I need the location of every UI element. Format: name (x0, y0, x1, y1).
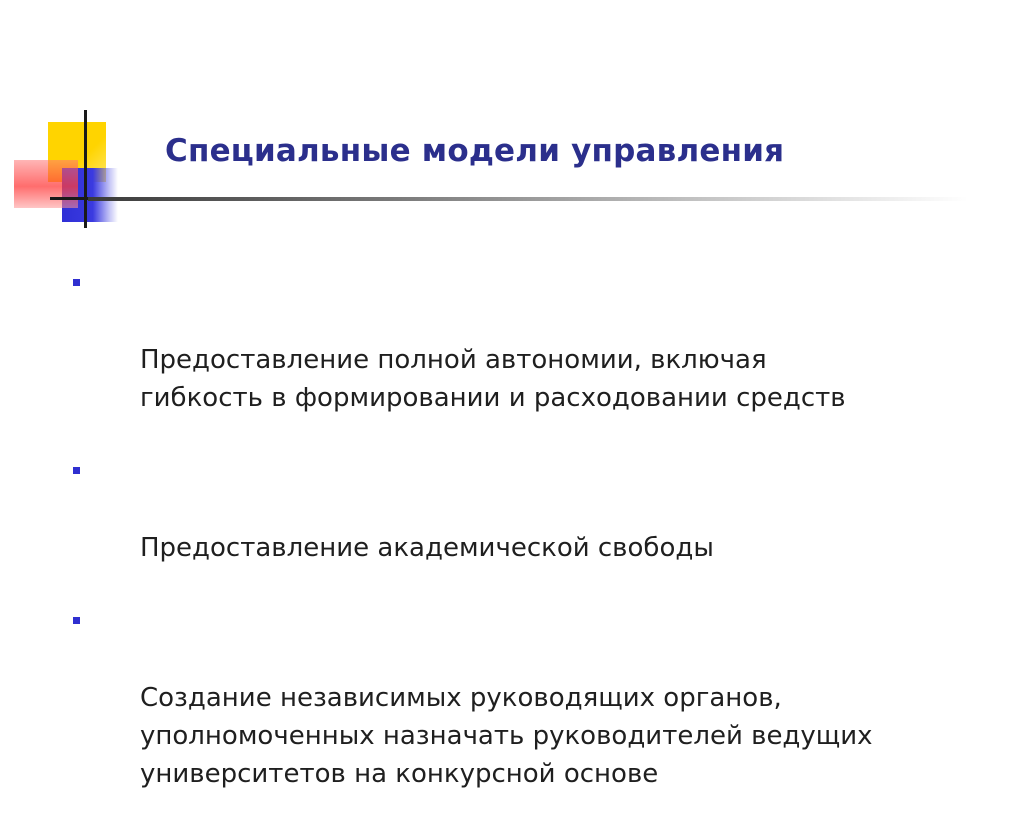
square-bullet-icon (73, 617, 80, 624)
bullet-list (70, 265, 990, 829)
decorative-logo-graphic (0, 0, 160, 240)
bullet-item (70, 603, 990, 793)
bullet-text: Предоставление полной автономии, включая гибкость в формировании и расходовании средств (140, 345, 846, 413)
title-underline-rule (88, 197, 968, 201)
square-bullet-icon (73, 279, 80, 286)
bullet-text: Предоставление академической свободы (140, 533, 714, 563)
bullet-text: Создание независимых руководящих органов, уполномоченных назначать руководителей ведущих университетов на конкурсной основе (140, 683, 873, 789)
slide-title: Специальные модели управления (165, 133, 785, 169)
square-bullet-icon (73, 467, 80, 474)
red-square-decoration (14, 160, 78, 208)
vertical-line-decoration (84, 110, 87, 228)
bullet-item (70, 453, 990, 567)
bullet-item (70, 265, 990, 417)
